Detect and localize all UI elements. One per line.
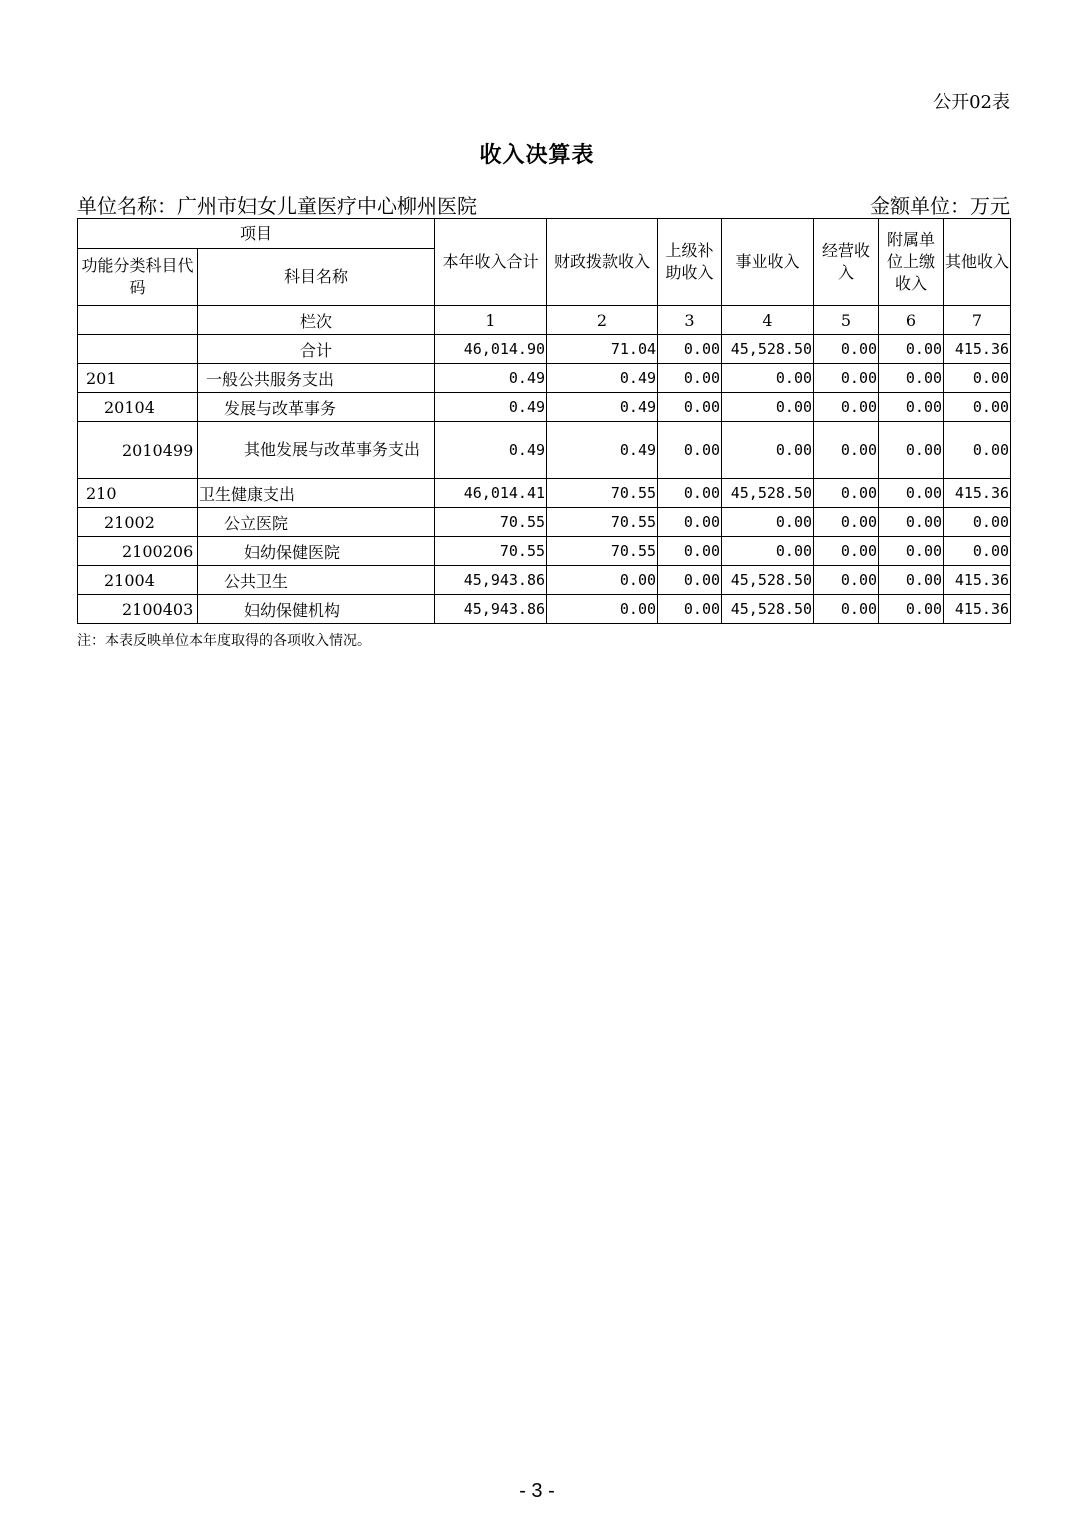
subject-name: 发展与改革事务 <box>198 393 435 422</box>
cell-superior: 0.00 <box>658 508 722 537</box>
cell-total: 70.55 <box>435 537 547 566</box>
header-operating: 经营收入 <box>814 219 879 306</box>
table-header <box>78 219 1011 306</box>
cell-affiliated: 0.00 <box>879 508 944 537</box>
subject-name: 一般公共服务支出 <box>198 364 435 393</box>
total-label: 合计 <box>198 335 435 364</box>
amount-unit: 金额单位：万元 <box>870 194 1010 218</box>
cell-other: 0.00 <box>944 537 1011 566</box>
cell-fiscal: 70.55 <box>547 479 658 508</box>
cell-business: 45,528.50 <box>722 479 814 508</box>
subject-name: 卫生健康支出 <box>198 479 435 508</box>
cell-other: 0.00 <box>944 422 1011 479</box>
header-item: 项目 <box>78 219 435 249</box>
cell-total: 0.49 <box>435 422 547 479</box>
column-number-label: 栏次 <box>198 306 435 335</box>
cell-superior: 0.00 <box>658 393 722 422</box>
cell-other: 415.36 <box>944 479 1011 508</box>
cell-affiliated: 0.00 <box>879 537 944 566</box>
func-code: 20104 <box>78 393 198 422</box>
cell-operating: 0.00 <box>814 422 879 479</box>
cell-superior: 0.00 <box>658 595 722 624</box>
cell-operating: 0.00 <box>814 566 879 595</box>
cell-fiscal: 0.00 <box>547 595 658 624</box>
total-value: 0.00 <box>879 335 944 364</box>
cell-affiliated: 0.00 <box>879 566 944 595</box>
header-business: 事业收入 <box>722 219 814 306</box>
cell-affiliated: 0.00 <box>879 393 944 422</box>
cell-operating: 0.00 <box>814 508 879 537</box>
total-row <box>78 335 1011 364</box>
column-number: 7 <box>944 306 1011 335</box>
func-code: 21004 <box>78 566 198 595</box>
column-number: 4 <box>722 306 814 335</box>
cell-business: 45,528.50 <box>722 566 814 595</box>
unit-info-row <box>77 190 1010 219</box>
func-code: 210 <box>78 479 198 508</box>
column-number: 1 <box>435 306 547 335</box>
form-number: 公开02表 <box>933 92 1010 113</box>
cell-fiscal: 0.49 <box>547 393 658 422</box>
income-final-accounts-table <box>77 218 1011 624</box>
cell-operating: 0.00 <box>814 537 879 566</box>
unit-name: 单位名称：广州市妇女儿童医疗中心柳州医院 <box>77 194 477 218</box>
total-value: 415.36 <box>944 335 1011 364</box>
header-other: 其他收入 <box>944 219 1011 306</box>
func-code: 201 <box>78 364 198 393</box>
column-number: 2 <box>547 306 658 335</box>
func-code: 2100206 <box>78 537 198 566</box>
cell-other: 415.36 <box>944 566 1011 595</box>
cell-operating: 0.00 <box>814 595 879 624</box>
table-row <box>78 393 1011 422</box>
cell-fiscal: 0.49 <box>547 364 658 393</box>
cell-operating: 0.00 <box>814 393 879 422</box>
func-code: 2100403 <box>78 595 198 624</box>
cell-total: 0.49 <box>435 364 547 393</box>
cell-business: 0.00 <box>722 537 814 566</box>
cell-business: 0.00 <box>722 508 814 537</box>
header-func-code: 功能分类科目代码 <box>78 249 198 306</box>
func-code: 21002 <box>78 508 198 537</box>
column-number: 3 <box>658 306 722 335</box>
table-row <box>78 508 1011 537</box>
cell-superior: 0.00 <box>658 537 722 566</box>
cell-other: 415.36 <box>944 595 1011 624</box>
table-row <box>78 537 1011 566</box>
table-row <box>78 566 1011 595</box>
cell-business: 0.00 <box>722 364 814 393</box>
total-value: 0.00 <box>814 335 879 364</box>
header-fiscal: 财政拨款收入 <box>547 219 658 306</box>
cell-superior: 0.00 <box>658 364 722 393</box>
column-number-code-cell <box>78 306 198 335</box>
total-value: 0.00 <box>658 335 722 364</box>
cell-superior: 0.00 <box>658 566 722 595</box>
subject-name: 其他发展与改革事务支出 <box>198 422 435 479</box>
total-code-cell <box>78 335 198 364</box>
cell-fiscal: 70.55 <box>547 537 658 566</box>
cell-business: 0.00 <box>722 393 814 422</box>
cell-other: 0.00 <box>944 364 1011 393</box>
page-number: - 3 - <box>519 1480 555 1502</box>
cell-other: 0.00 <box>944 508 1011 537</box>
cell-total: 0.49 <box>435 393 547 422</box>
cell-superior: 0.00 <box>658 422 722 479</box>
table-note: 注：本表反映单位本年度取得的各项收入情况。 <box>77 633 371 649</box>
cell-total: 70.55 <box>435 508 547 537</box>
table-row <box>78 364 1011 393</box>
cell-other: 0.00 <box>944 393 1011 422</box>
total-value: 46,014.90 <box>435 335 547 364</box>
cell-affiliated: 0.00 <box>879 479 944 508</box>
table-row <box>78 422 1011 479</box>
cell-superior: 0.00 <box>658 479 722 508</box>
cell-operating: 0.00 <box>814 364 879 393</box>
cell-total: 45,943.86 <box>435 566 547 595</box>
table-row <box>78 595 1011 624</box>
page-title: 收入决算表 <box>479 142 595 168</box>
header-superior: 上级补助收入 <box>658 219 722 306</box>
subject-name: 妇幼保健医院 <box>198 537 435 566</box>
subject-name: 公共卫生 <box>198 566 435 595</box>
cell-total: 45,943.86 <box>435 595 547 624</box>
cell-business: 45,528.50 <box>722 595 814 624</box>
header-affiliated: 附属单位上缴收入 <box>879 219 944 306</box>
cell-business: 0.00 <box>722 422 814 479</box>
cell-affiliated: 0.00 <box>879 422 944 479</box>
column-number-row <box>78 306 1011 335</box>
column-number: 5 <box>814 306 879 335</box>
cell-operating: 0.00 <box>814 479 879 508</box>
subject-name: 妇幼保健机构 <box>198 595 435 624</box>
subject-name: 公立医院 <box>198 508 435 537</box>
header-subject-name: 科目名称 <box>198 249 435 306</box>
cell-fiscal: 0.49 <box>547 422 658 479</box>
cell-fiscal: 0.00 <box>547 566 658 595</box>
total-value: 71.04 <box>547 335 658 364</box>
cell-affiliated: 0.00 <box>879 364 944 393</box>
func-code: 2010499 <box>78 422 198 479</box>
cell-fiscal: 70.55 <box>547 508 658 537</box>
cell-total: 46,014.41 <box>435 479 547 508</box>
cell-affiliated: 0.00 <box>879 595 944 624</box>
header-total: 本年收入合计 <box>435 219 547 306</box>
column-number: 6 <box>879 306 944 335</box>
table-row <box>78 479 1011 508</box>
total-value: 45,528.50 <box>722 335 814 364</box>
